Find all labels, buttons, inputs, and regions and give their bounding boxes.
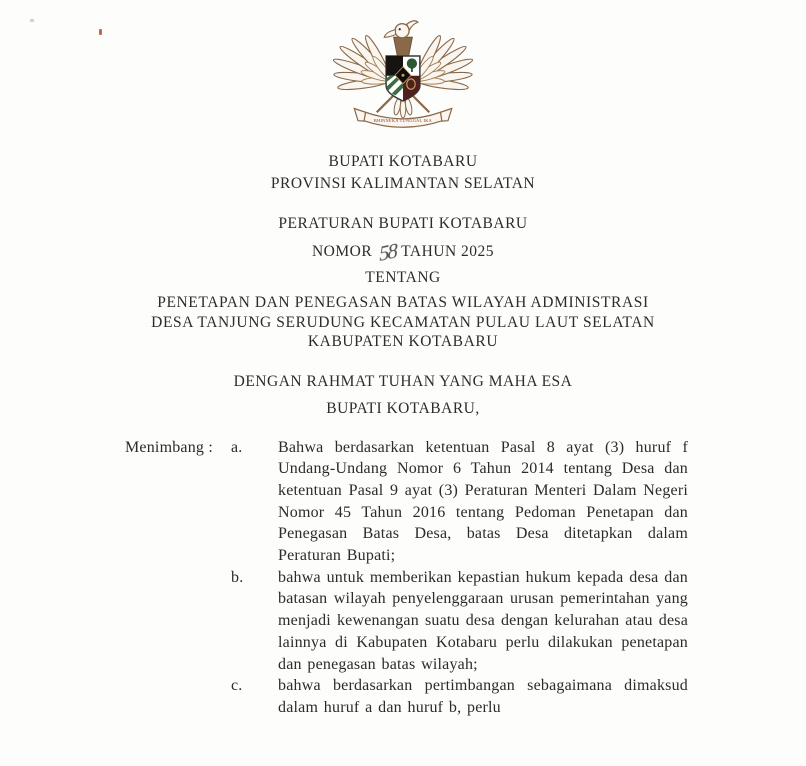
document-page — [0, 7, 806, 766]
authority-line: BUPATI KOTABARU, — [326, 399, 480, 417]
menimbang-label: Menimbang : — [125, 438, 213, 456]
nomor-suffix: TAHUN 2025 — [401, 243, 495, 260]
item-text: bahwa berdasarkan pertimbangan sebagaimana dimaksud dalam huruf a dan huruf b, perlu — [278, 677, 688, 716]
subject-line-3: KABUPATEN KOTABARU — [307, 333, 499, 350]
scan-artifact-speck — [99, 29, 102, 35]
header-office: BUPATI KOTABARU — [328, 153, 478, 170]
subject-line-2: DESA TANJUNG SERUDUNG KECAMATAN PULAU LAUT SELATAN — [151, 313, 655, 331]
item-letter: a. — [231, 438, 243, 456]
invocation-line: DENGAN RAHMAT TUHAN YANG MAHA ESA — [233, 372, 573, 390]
menimbang-item-b — [125, 567, 688, 676]
item-text: Bahwa berdasarkan ketentuan Pasal 8 ayat (3) huruf f Undang-Undang Nomor 6 Tahun 2014 tentang Desa dan ketentuan Pasal 9 ayat (3) Peraturan Menteri Dalam Negeri Nomor 45 Tahun 2016 tentang Pedoman Penetapan dan Penegasan Batas Desa, batas Desa ditetapkan dalam Peraturan Bupati; — [278, 438, 688, 565]
menimbang-item-a — [125, 437, 688, 567]
handwritten-nomor-value: 58 — [378, 238, 397, 266]
item-letter: c. — [231, 677, 243, 695]
emblem-banner-text: BHINNEKA TUNGGAL IKA — [373, 118, 433, 124]
scan-artifact-speck — [30, 19, 34, 22]
regulation-title: PERATURAN BUPATI KOTABARU — [278, 215, 528, 232]
menimbang-item-c — [125, 675, 688, 718]
subject-line-1: PENETAPAN DAN PENEGASAN BATAS WILAYAH ADMINISTRASI — [157, 294, 649, 311]
item-letter: b. — [231, 568, 244, 586]
item-text: bahwa untuk memberikan kepastian hukum kepada desa dan batasan wilayah penyelenggaraan urusan pemerintahan yang menjadi kewenangan suatu desa dengan kelurahan atau desa lainnya di Kabupaten Kotabaru perlu dilakukan penetapan dan penegasan batas wilayah; — [278, 568, 688, 673]
menimbang-section — [125, 437, 688, 719]
tentang-label: TENTANG — [365, 269, 441, 286]
header-province: PROVINSI KALIMANTAN SELATAN — [270, 175, 536, 192]
nomor-prefix: NOMOR — [311, 243, 373, 260]
regulation-number-line — [0, 238, 806, 266]
garuda-emblem-icon — [328, 7, 478, 135]
